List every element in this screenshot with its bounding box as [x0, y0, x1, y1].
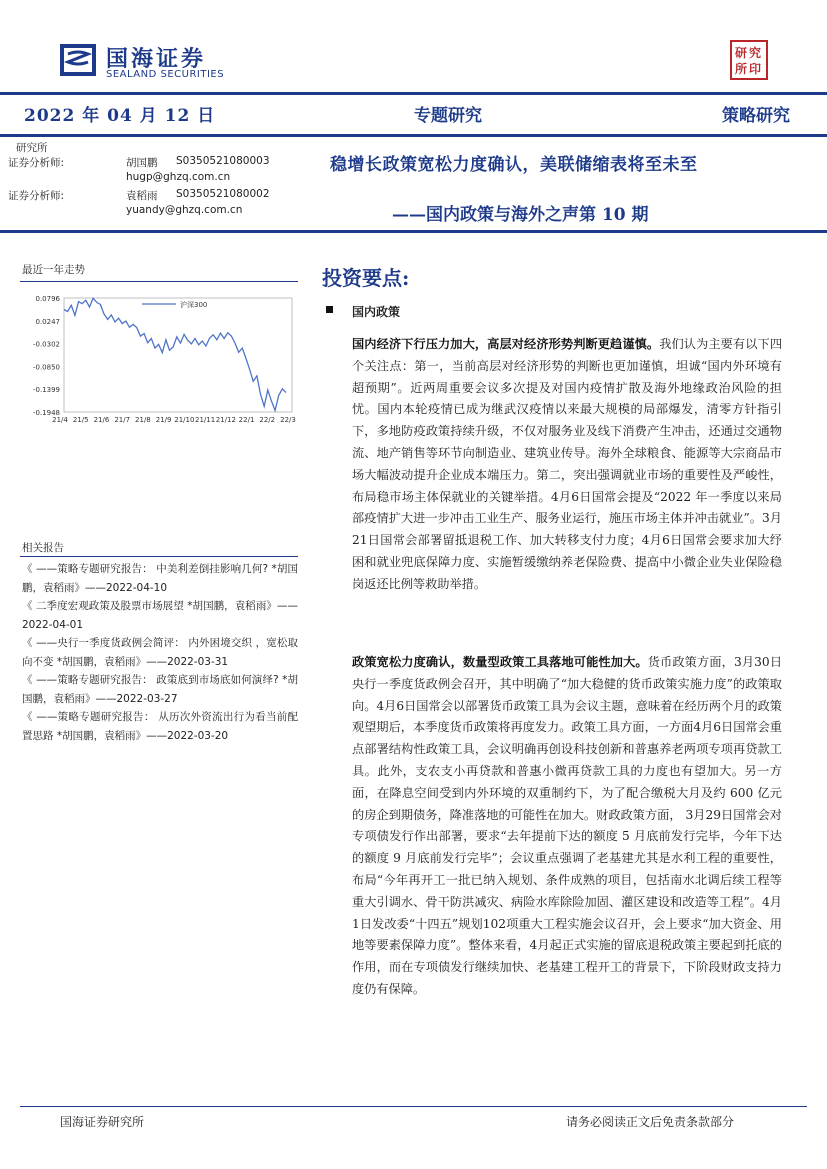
report-category: 策略研究 — [722, 106, 790, 126]
analyst-1-role: 证券分析师: — [8, 157, 65, 169]
header-bar — [0, 92, 827, 137]
paragraph-2-lead: 政策宽松力度确认，数量型政策工具落地可能性加大。 — [352, 655, 648, 669]
x-tick-label: 21/12 — [215, 416, 236, 424]
company-logo — [58, 38, 268, 86]
related-divider — [20, 556, 298, 557]
x-tick-label: 21/8 — [135, 416, 151, 424]
related-report-item[interactable]: 《 ——策略专题研究报告： 政策底到市场底如何演绎? *胡国鹏，袁稻雨》——2022-03-27 — [22, 674, 298, 705]
paragraph-1-lead: 国内经济下行压力加大，高层对经济形势判断更趋谨慎。 — [352, 337, 660, 351]
x-tick-label: 21/10 — [174, 416, 195, 424]
logo-text-en: SEALAND SECURITIES — [106, 69, 225, 80]
institute-label: 研究所 — [16, 142, 48, 154]
header-rule-bottom — [0, 134, 827, 137]
paragraph-2 — [352, 652, 782, 1001]
logo-mark-icon — [58, 40, 98, 80]
x-tick-label: 22/3 — [280, 416, 296, 424]
x-tick-label: 22/2 — [259, 416, 276, 424]
series-line — [64, 298, 286, 410]
legend-label: 沪深300 — [180, 301, 208, 309]
report-subtitle: ——国内政策与海外之声第 10 期 — [392, 205, 649, 225]
chart-frame — [64, 298, 292, 412]
research-seal-icon — [730, 40, 768, 80]
trend-heading: 最近一年走势 — [22, 264, 85, 276]
x-tick-label: 21/5 — [72, 416, 89, 424]
analyst-2-email[interactable]: yuandy@ghzq.com.cn — [126, 204, 243, 216]
svg-text:所: 所 — [735, 62, 748, 76]
y-tick-label: -0.1399 — [32, 386, 60, 395]
related-report-item[interactable]: 《 ——策略专题研究报告： 从历次外资流出行为看当前配置思路 *胡国鹏，袁稻雨》——2022-03-20 — [22, 711, 298, 742]
section-title: 国内政策 — [352, 305, 401, 319]
x-tick-label: 21/4 — [52, 416, 68, 424]
x-tick-label: 21/6 — [93, 416, 110, 424]
y-tick-label: -0.1948 — [32, 409, 60, 417]
y-tick-label: 0.0796 — [35, 295, 60, 303]
x-tick-label: 21/7 — [114, 416, 131, 424]
related-report-item[interactable]: 《 二季度宏观政策及股票市场展望 *胡国鹏，袁稻雨》——2022-04-01 — [22, 600, 298, 631]
analyst-1-email[interactable]: hugp@ghzq.com.cn — [126, 171, 231, 183]
related-report-item[interactable]: 《 ——策略专题研究报告： 中美利差倒挂影响几何? *胡国鹏，袁稻雨》——2022-04-10 — [22, 563, 298, 594]
key-points-heading: 投资要点: — [322, 266, 410, 290]
analyst-1-cert: S0350521080003 — [176, 155, 270, 167]
footer-divider — [20, 1106, 807, 1107]
y-tick-label: 0.0247 — [35, 317, 60, 326]
report-date: 2022 年 04 月 12 日 — [24, 106, 216, 126]
report-type: 专题研究 — [414, 106, 482, 126]
paragraph-1-text: 我们认为主要有以下四个关注点：第一，当前高层对经济形势的判断也更加谨慎，坦诚“国内外环境有超预期”。近两周重要会议多次提及对国内疫情扩散及海外地缘政治风险的担忧。国内本轮疫情已成为继武汉疫情以来最大规模的局部爆发，清零方针指引下，多地防疫政策持续升级，不仅对服务业及线下消费产生冲击，还通过交通物流、地产销售等环节向制造业、建筑业传导。海外全球粮食、能源等大宗商品市场大幅波动提升企业成本端压力。第二，突出强调就业市场的重要性及严峻性，布局稳市场主体保就业的关键举措。4月6日国常会提及“2022 年一季度以来局部疫情扩大进一步冲击工业生产、服务业运行，施压市场主体并冲击就业”。3月21日国常会部署留抵退税工作、加大转移支付力度；4月6日国常会要求加大纾困和就业兜底保障力度、实施暂缓缴纳养老保险费、提高中小微企业失业保险稳岗返还比例等救助举措。 — [352, 337, 783, 591]
footer-institute: 国海证券研究所 — [60, 1115, 145, 1129]
title-divider — [0, 230, 827, 233]
svg-text:究: 究 — [749, 46, 762, 60]
analyst-1-name: 胡国鹏 — [126, 157, 158, 169]
square-bullet-icon — [326, 306, 333, 313]
paragraph-1 — [352, 334, 782, 596]
trend-chart — [20, 288, 298, 428]
x-tick-label: 22/1 — [238, 416, 255, 424]
y-tick-label: -0.0302 — [32, 340, 60, 349]
y-tick-label: -0.0850 — [32, 363, 60, 372]
related-report-list — [22, 560, 298, 745]
related-report-item[interactable]: 《 ——央行一季度货政例会简评： 内外困境交织 ，宽松取向不变 *胡国鹏，袁稻雨》——2022-03-31 — [22, 637, 298, 668]
paragraph-2-text: 货币政策方面，3月30日央行一季度货政例会召开，其中明确了“加大稳健的货币政策实施力度”的政策取向。4月6日国常会以部署货币政策工具为会议主题，意味着在经历两个月的政策观望期后，本季度货币政策将再度发力。政策工具方面，一方面4月6日国常会重点部署结构性政策工具，会议明确再创设科技创新和普惠养老两项专项再贷款工具。此外，支农支小再贷款和普惠小微再贷款工具的力度也有望加大。另一方面，在降息空间受到内外环境的双重制约下，为了配合缴税大月及约 600 亿元的房企到期债务，降准落地的可能性在加大。财政政策方面， 3月29日国常会对专项债发行作出部署，要求“去年提前下达的额度 5 月底前发行完毕，今年下达的额度 9 月底前发行完毕”；会议重点强调了老基建尤其是水利工程的重要性，布局“今年再开工一批已纳入规划、条件成熟的项目，包括南水北调后续工程等重大引调水、骨干防洪减灾、病险水库除险加固、灌区建设和改造等工程”。4月1日发改委“十四五”规划102项重大工程实施会议召开，会上要求“加大资金、用地等要素保障力度”。整体来看，4月起正式实施的留底退税政策主要起到托底的作用，而在专项债发行继续加快、老基建工程开工的背景下，下阶段财政支持力度仍有保障。 — [352, 655, 783, 996]
svg-text:印: 印 — [749, 62, 762, 76]
x-tick-label: 21/11 — [194, 416, 216, 424]
report-title: 稳增长政策宽松力度确认，美联储缩表将至未至 — [330, 155, 698, 175]
analyst-2-name: 袁稻雨 — [126, 190, 158, 202]
analyst-2-cert: S0350521080002 — [176, 188, 270, 200]
svg-text:研: 研 — [735, 46, 748, 60]
header-rule-top — [0, 92, 827, 95]
related-heading: 相关报告 — [22, 542, 64, 554]
analyst-2-role: 证券分析师: — [8, 190, 65, 202]
footer-disclaimer: 请务必阅读正文后免责条款部分 — [566, 1115, 735, 1129]
logo-text-cn: 国海证券 — [106, 47, 207, 72]
x-tick-label: 21/9 — [155, 416, 172, 424]
trend-divider — [20, 281, 298, 282]
